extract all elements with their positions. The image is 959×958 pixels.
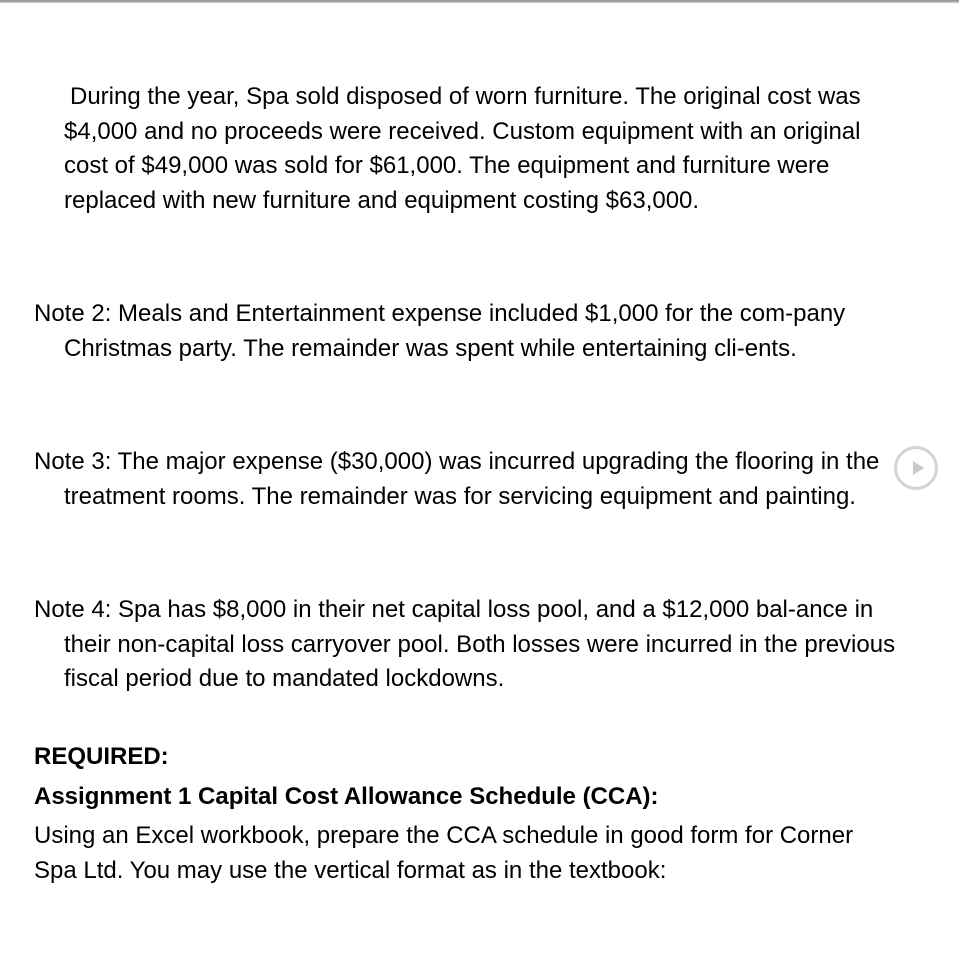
required-heading: REQUIRED:	[34, 743, 169, 770]
play-icon	[913, 461, 924, 475]
intro-paragraph: During the year, Spa sold disposed of worn furniture. The original cost was $4,000 and no proceeds were received. Custom equipment with an original cost of $49,000 was sold for $61,000. The equipment and furniture were replaced with new furniture and equipment costing $63,000.	[64, 83, 861, 214]
note-3: Note 3: The major expense ($30,000) was incurred upgrading the flooring in the treatment rooms. The remainder was for servicing equipment and painting.	[34, 448, 880, 510]
note-4: Note 4: Spa has $8,000 in their net capital loss pool, and a $12,000 bal-ance in their non-capital loss carryover pool. Both losses were incurred in the previous fiscal period due to mandated lockdowns.	[34, 596, 896, 692]
assignment-heading: Assignment 1 Capital Cost Allowance Schedule (CCA):	[34, 783, 659, 810]
instructions-paragraph: Using an Excel workbook, prepare the CCA schedule in good form for Corner Spa Ltd. You may use the vertical format as in the textbook:	[34, 822, 854, 884]
note-2: Note 2: Meals and Entertainment expense included $1,000 for the com-pany Christmas party. The remainder was spent while entertaining cli-ents.	[34, 300, 846, 362]
play-button[interactable]	[894, 446, 938, 490]
